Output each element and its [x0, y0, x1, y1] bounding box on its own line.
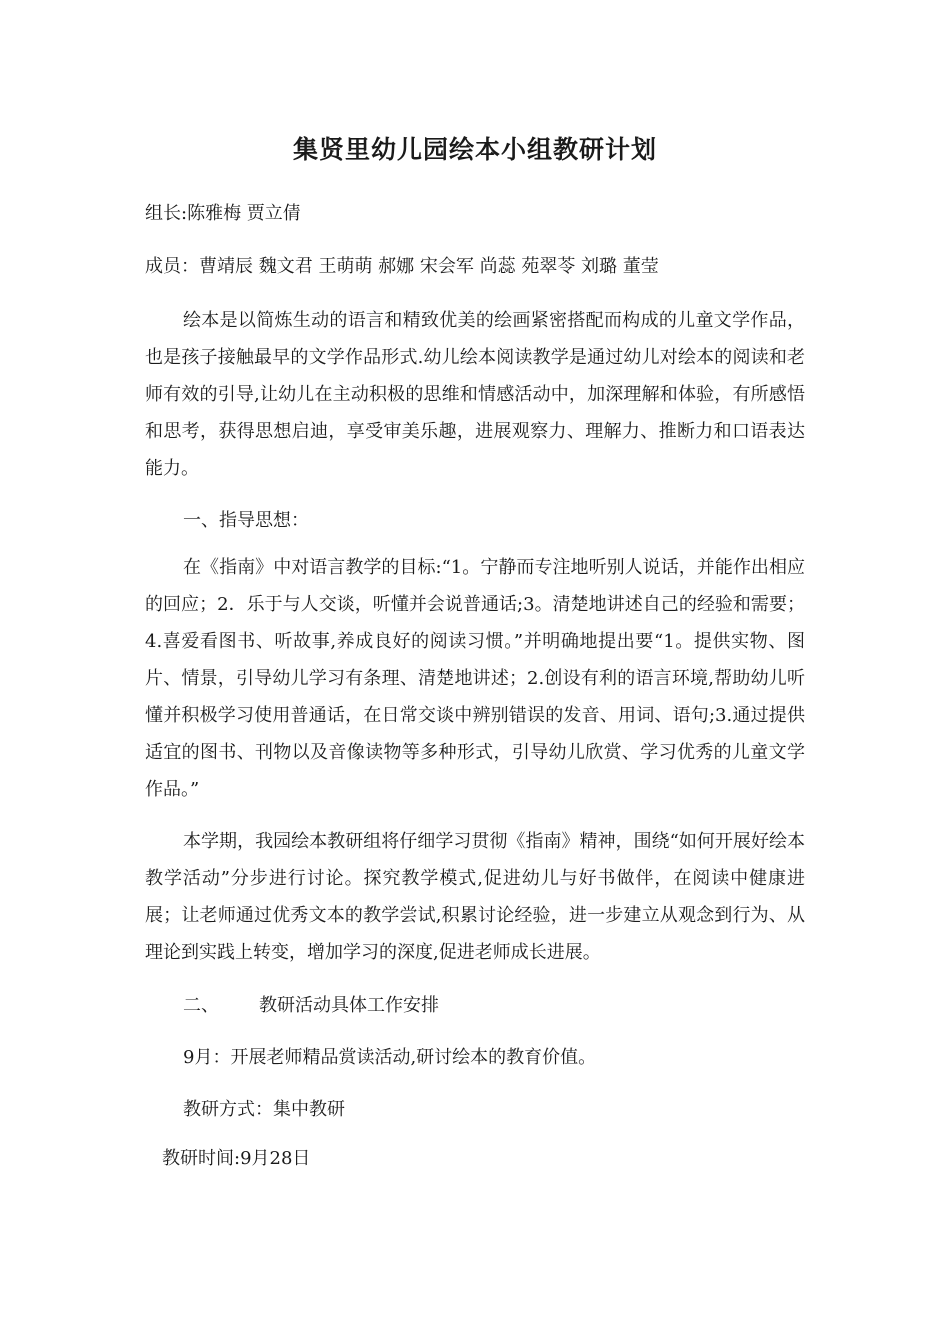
- guide-paragraph: 在《指南》中对语言教学的目标:“1。宁静而专注地听别人说话，并能作出相应的回应；2．乐于与人交谈，听懂并会说普通话;3。清楚地讲述自己的经验和需要；4.喜爱看图书、听故事,养成良好的阅读习惯。”并明确地提出要“1。提供实物、图片、情景，引导幼儿学习有条理、清楚地讲述；2.创设有利的语言环境,帮助幼儿听懂并积极学习使用普通话，在日常交谈中辨别错误的发音、用词、语句;3.通过提供适宜的图书、刊物以及音像读物等多种形式，引导幼儿欣赏、学习优秀的儿童文学作品。”: [145, 557, 805, 800]
- section-number: 二、: [183, 995, 219, 1016]
- section-heading-guiding-ideology: 一、指导思想：: [183, 510, 309, 531]
- semester-paragraph: 本学期，我园绘本教研组将仔细学习贯彻《指南》精神，围绕“如何开展好绘本教学活动”分步进行讨论。探究教学模式,促进幼儿与好书做伴，在阅读中健康进展；让老师通过优秀文本的教学尝试,积累讨论经验，进一步建立从观念到行为、从理论到实践上转变，增加学习的深度,促进老师成长进展。: [145, 831, 805, 963]
- group-leaders: 组长:陈雅梅 贾立倩: [145, 203, 301, 224]
- section-title: 教研活动具体工作安排: [259, 995, 439, 1016]
- intro-paragraph: 绘本是以简炼生动的语言和精致优美的绘画紧密搭配而构成的儿童文学作品，也是孩子接触最早的文学作品形式.幼儿绘本阅读教学是通过幼儿对绘本的阅读和老师有效的引导,让幼儿在主动积极的思维和情感活动中，加深理解和体验，有所感悟和思考，获得思想启迪，享受审美乐趣，进展观察力、理解力、推断力和口语表达能力。: [145, 310, 805, 479]
- section-heading-work-arrangement: [183, 993, 439, 1019]
- document-title: 集贤里幼儿园绘本小组教研计划: [292, 135, 657, 164]
- september-plan: 9月：开展老师精品赏读活动,研讨绘本的教育价值。: [183, 1047, 597, 1068]
- research-method: 教研方式：集中教研: [183, 1099, 345, 1120]
- research-time: 教研时间:9月28日: [162, 1148, 311, 1169]
- group-members: 成员：曹靖辰 魏文君 王萌萌 郝娜 宋会军 尚蕊 苑翠苓 刘璐 董莹: [145, 256, 659, 277]
